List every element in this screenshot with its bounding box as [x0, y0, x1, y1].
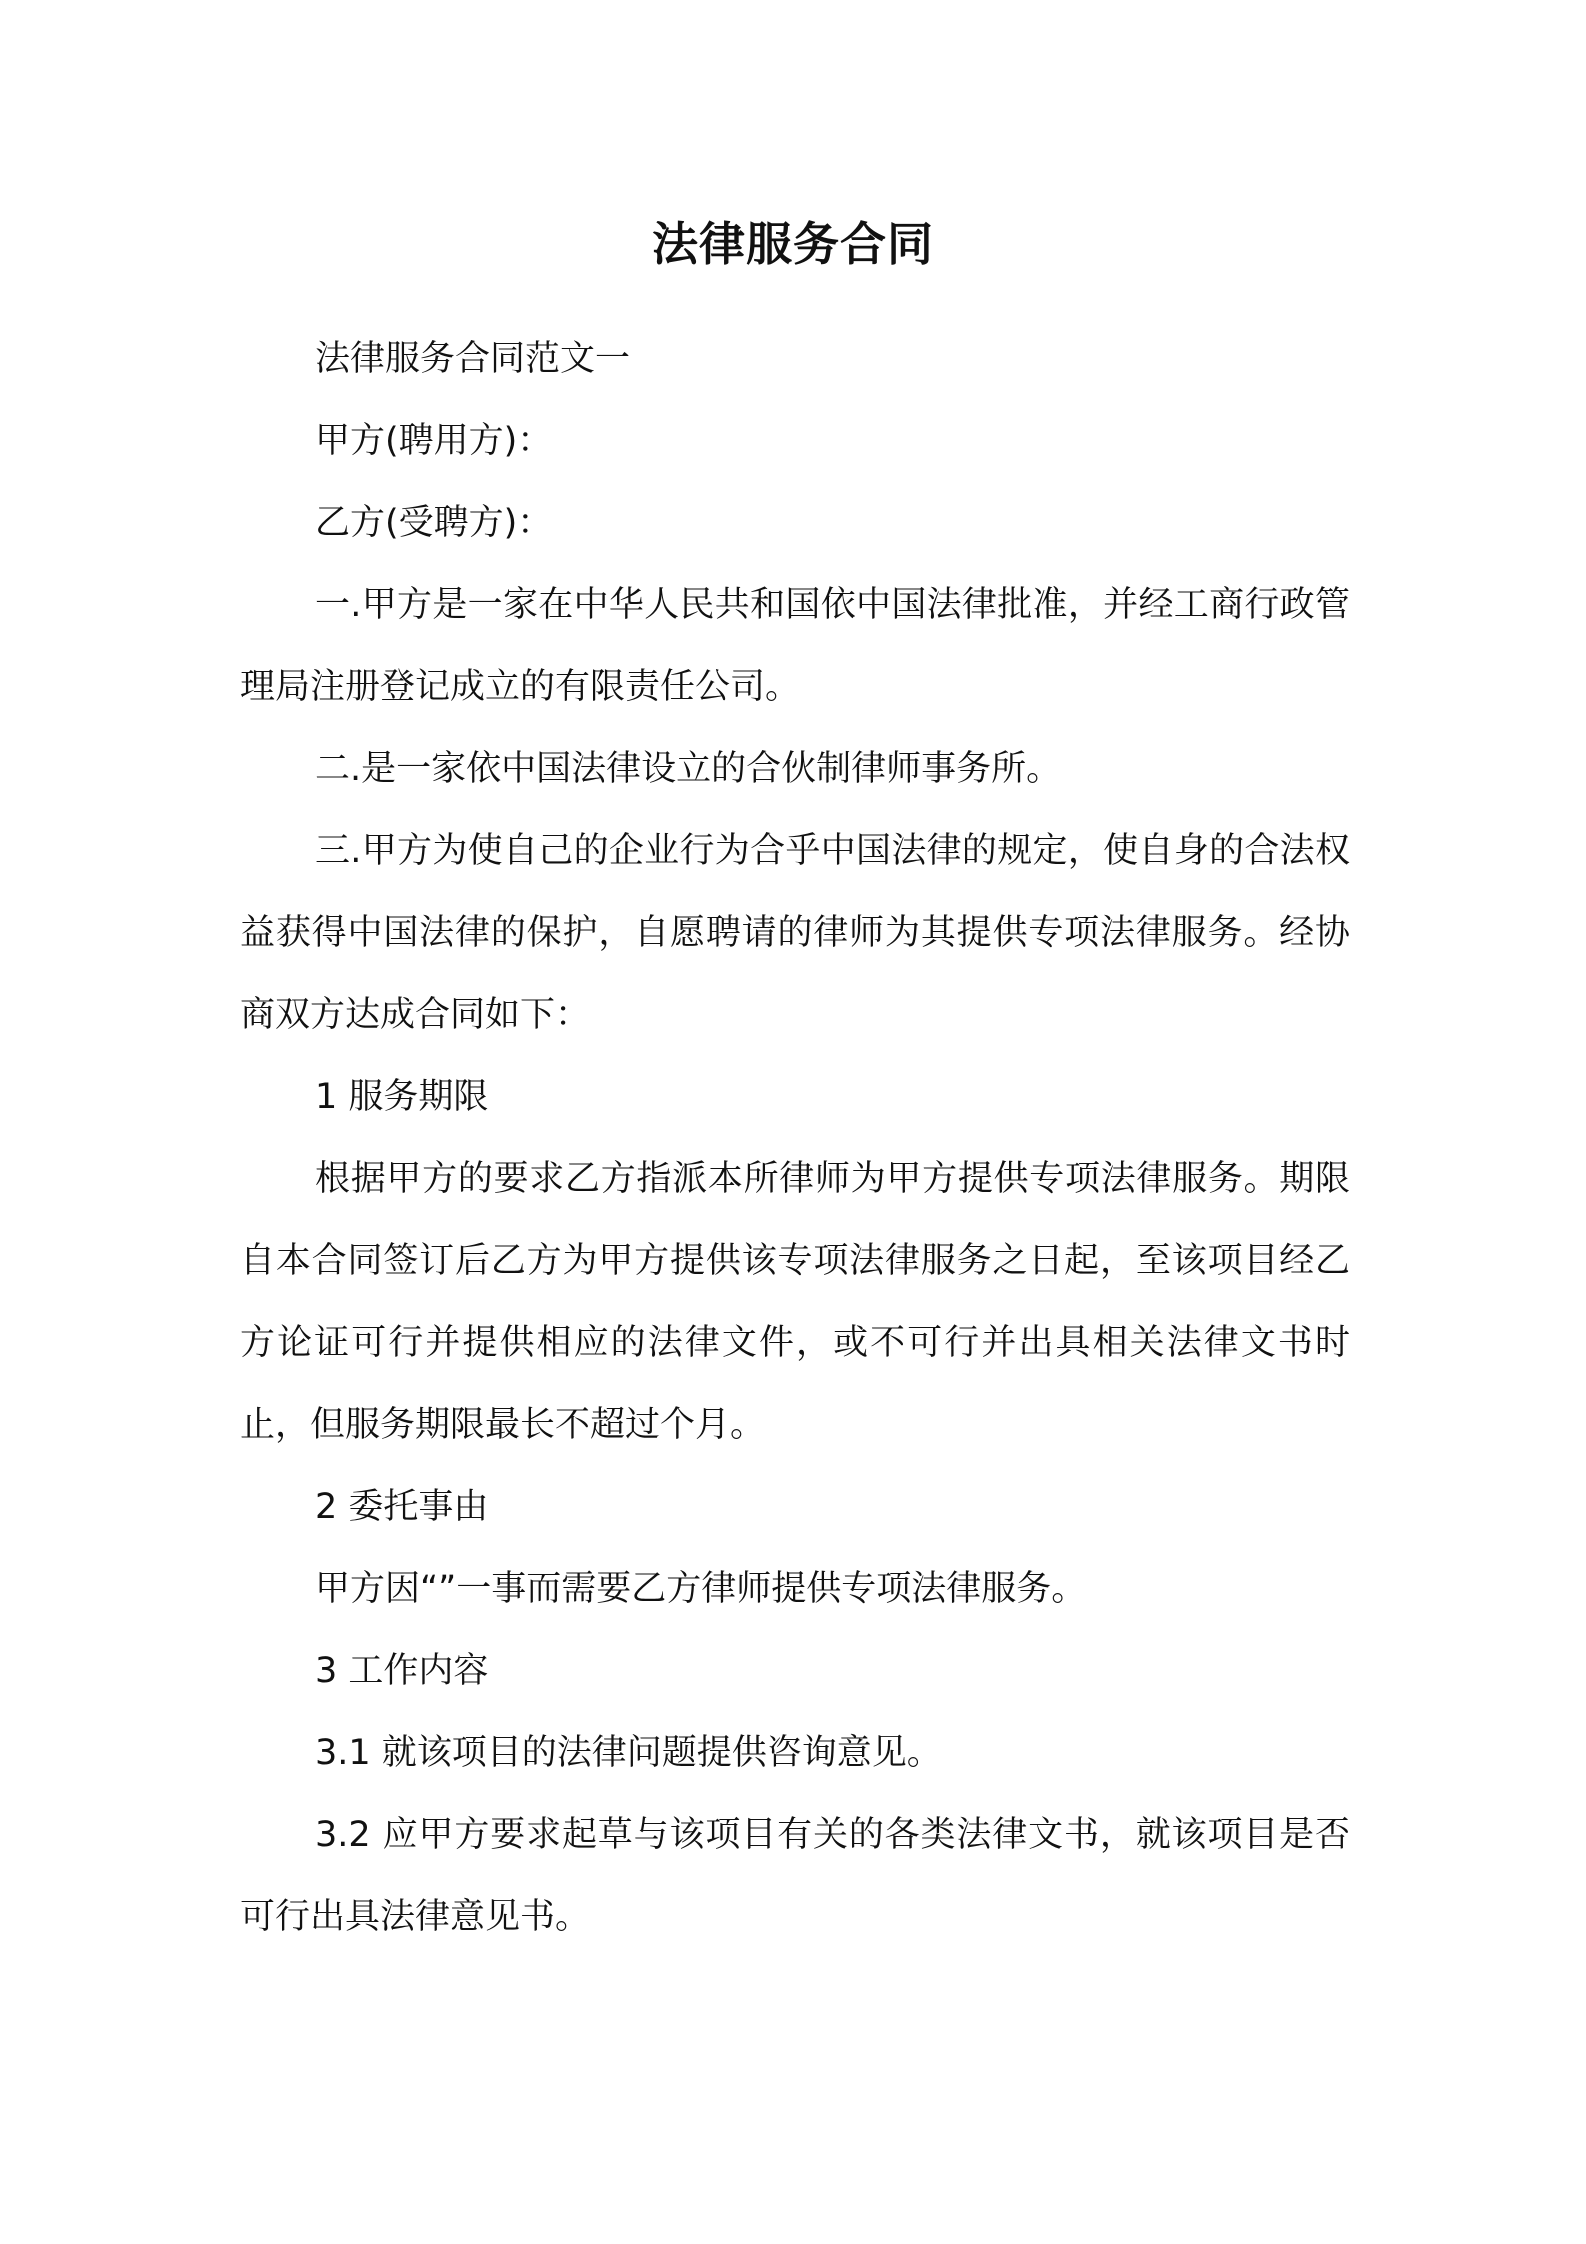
paragraph-party-a: 甲方(聘用方)： — [315, 421, 553, 461]
document-title: 法律服务合同 — [652, 217, 934, 271]
paragraph-template-heading: 法律服务合同范文一 — [315, 339, 631, 379]
paragraph-recital-1: 一.甲方是一家在中华人民共和国依中国法律批准，并经工商行政管理局注册登记成立的有限责任公司。 — [240, 585, 1350, 707]
document-body — [240, 318, 1350, 1958]
paragraph-recital-2: 二.是一家依中国法律设立的合伙制律师事务所。 — [315, 749, 1062, 789]
section-heading-service-term: 1 服务期限 — [315, 1077, 489, 1117]
section-heading-entrusted-matter: 2 委托事由 — [315, 1487, 489, 1527]
section-heading-work-content: 3 工作内容 — [315, 1651, 489, 1691]
paragraph-recital-3: 三.甲方为使自己的企业行为合乎中国法律的规定，使自身的合法权益获得中国法律的保护，自愿聘请的律师为其提供专项法律服务。经协商双方达成合同如下： — [240, 831, 1350, 1035]
paragraph-work-content-3-1: 3.1 就该项目的法律问题提供咨询意见。 — [315, 1733, 942, 1773]
paragraph-party-b: 乙方(受聘方)： — [315, 503, 553, 543]
paragraph-service-term: 根据甲方的要求乙方指派本所律师为甲方提供专项法律服务。期限自本合同签订后乙方为甲方提供该专项法律服务之日起，至该项目经乙方论证可行并提供相应的法律文件，或不可行并出具相关法律文书时止，但服务期限最长不超过个月。 — [240, 1159, 1350, 1445]
paragraph-entrusted-matter: 甲方因“”一事而需要乙方律师提供专项法律服务。 — [315, 1569, 1087, 1609]
paragraph-work-content-3-2: 3.2 应甲方要求起草与该项目有关的各类法律文书，就该项目是否可行出具法律意见书。 — [240, 1815, 1350, 1937]
